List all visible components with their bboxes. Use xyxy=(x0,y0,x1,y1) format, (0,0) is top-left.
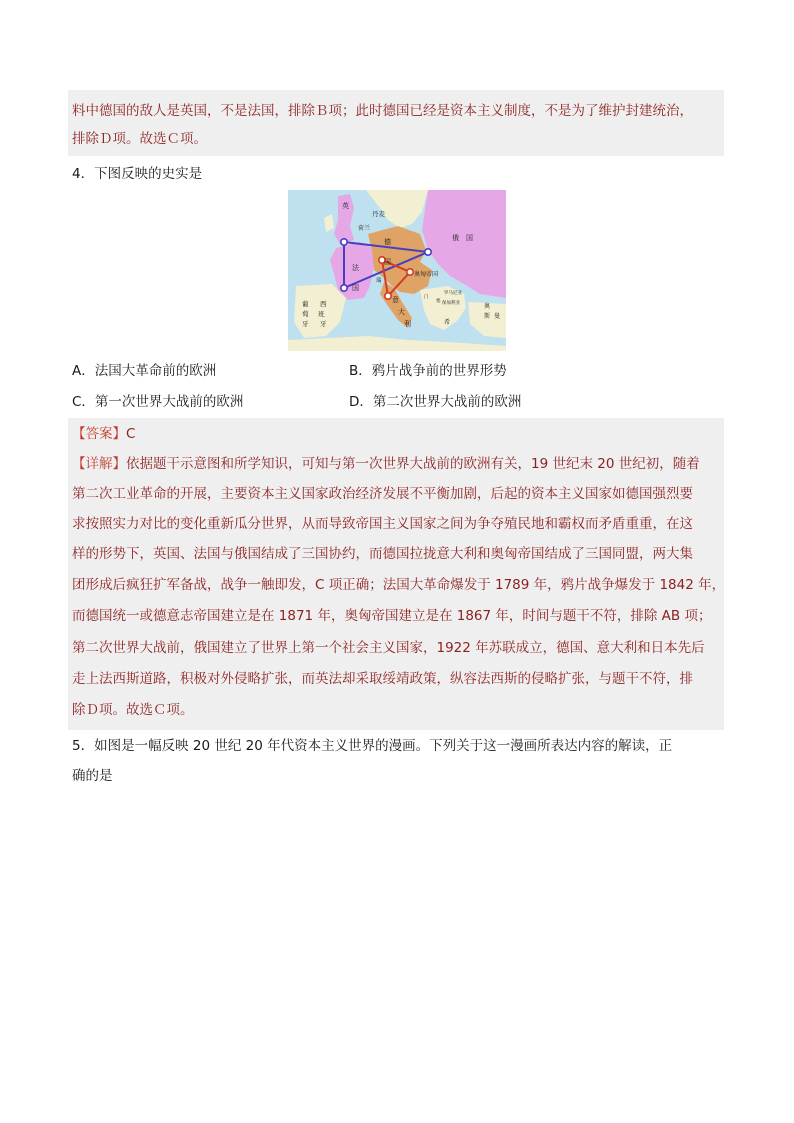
label-portugal-3: 牙 xyxy=(302,320,309,328)
label-italy-1: 意 xyxy=(392,296,399,304)
britain-marker xyxy=(341,239,347,245)
label-austria-hungary: 奥匈帝国 xyxy=(414,271,439,278)
label-portugal-1: 葡 xyxy=(302,300,309,308)
label-spain-3: 牙 xyxy=(320,320,327,328)
detail-line-7: 第二次世界大战前，俄国建立了世界上第一个社会主义国家，1922 年苏联成立，德国、意大利和日本先后 xyxy=(72,640,705,656)
label-germany: 德 xyxy=(384,238,391,246)
label-romania: 罗马尼亚 xyxy=(444,291,462,296)
label-bulgaria: 保加利亚 xyxy=(442,301,460,306)
label-ottoman-2: 斯 xyxy=(484,313,491,320)
detail-line-9: 除Ｄ项。故选Ｃ项。 xyxy=(72,702,194,718)
detail-line-4: 样的形势下，英国、法国与俄国结成了三国协约，而德国拉拢意大利和奥匈帝国结成了三国同盟，两大集 xyxy=(72,546,693,562)
answer-tag: 【答案】 xyxy=(72,426,126,442)
europe-alliance-map xyxy=(288,190,506,351)
label-france-1: 法 xyxy=(352,264,359,272)
detail-tag: 【详解】 xyxy=(72,456,126,472)
austria-marker xyxy=(407,269,413,275)
label-serbia: 塞 xyxy=(436,299,441,304)
label-greece: 希 xyxy=(444,319,451,326)
label-denmark: 丹麦 xyxy=(372,210,385,218)
label-italy-2: 大 xyxy=(398,308,405,316)
label-ottoman-1: 奥 xyxy=(484,303,491,310)
previous-answer-line-2: 排除Ｄ项。故选Ｃ项。 xyxy=(72,131,207,147)
france-marker xyxy=(341,285,347,291)
label-russia: 俄 国 xyxy=(452,234,473,242)
question-5-line-2: 确的是 xyxy=(72,768,113,784)
label-netherlands: 荷兰 xyxy=(358,225,371,232)
label-spain-1: 西 xyxy=(320,300,327,308)
detail-line-2: 第二次工业革命的开展，主要资本主义国家政治经济发展不平衡加剧，后起的资本主义国家如德国强烈要 xyxy=(72,486,693,502)
detail-line-8: 走上法西斯道路，积极对外侵略扩张，而英法却采取绥靖政策，纵容法西斯的侵略扩张，与题干不符，排 xyxy=(72,671,693,687)
detail-text-1: 依据题干示意图和所学知识，可知与第一次世界大战前的欧洲有关，19 世纪末 20 世纪初，随着 xyxy=(126,456,700,472)
label-portugal-2: 萄 xyxy=(302,310,309,318)
question-4-stem: 4．下图反映的史实是 xyxy=(72,166,203,182)
detail-line-1 xyxy=(72,454,700,474)
option-c: C．第一次世界大战前的欧洲 xyxy=(72,394,244,410)
answer-line xyxy=(72,424,135,444)
detail-line-6: 而德国统一或德意志帝国建立是在 1871 年，奥匈帝国建立是在 1867 年，时间与题干不符，排除 AB 项； xyxy=(72,608,712,624)
detail-line-5: 团形成后疯狂扩军备战，战争一触即发，C 项正确；法国大革命爆发于 1789 年，鸦片战争爆发于 1842 年， xyxy=(72,577,726,593)
italy-marker xyxy=(385,293,391,299)
label-ottoman-3: 曼 xyxy=(494,313,501,320)
option-b: B．鸦片战争前的世界形势 xyxy=(349,363,507,379)
option-d: D．第二次世界大战前的欧洲 xyxy=(349,394,522,410)
label-britain: 英 xyxy=(342,202,349,210)
label-montenegro: 门 xyxy=(424,295,429,300)
label-france-2: 国 xyxy=(352,284,359,292)
answer-value: C xyxy=(126,426,136,442)
question-5-line-1: 5．如图是一幅反映 20 世纪 20 年代资本主义世界的漫画。下列关于这一漫画所表达内容的解读，正 xyxy=(72,738,673,754)
russia-marker xyxy=(425,249,431,255)
detail-line-3: 求按照实力对比的变化重新瓜分世界，从而导致帝国主义国家之间为争夺殖民地和霸权而矛盾重重，在这 xyxy=(72,516,693,532)
previous-answer-line-1: 料中德国的敌人是英国，不是法国，排除Ｂ项；此时德国已经是资本主义制度，不是为了维护封建统治， xyxy=(72,103,693,119)
label-italy-3: 利 xyxy=(404,320,411,328)
label-switzerland: 瑞 xyxy=(376,278,382,284)
option-a: A．法国大革命前的欧洲 xyxy=(72,363,217,379)
label-spain-2: 班 xyxy=(318,310,325,318)
label-germany-2: 国 xyxy=(384,258,391,266)
